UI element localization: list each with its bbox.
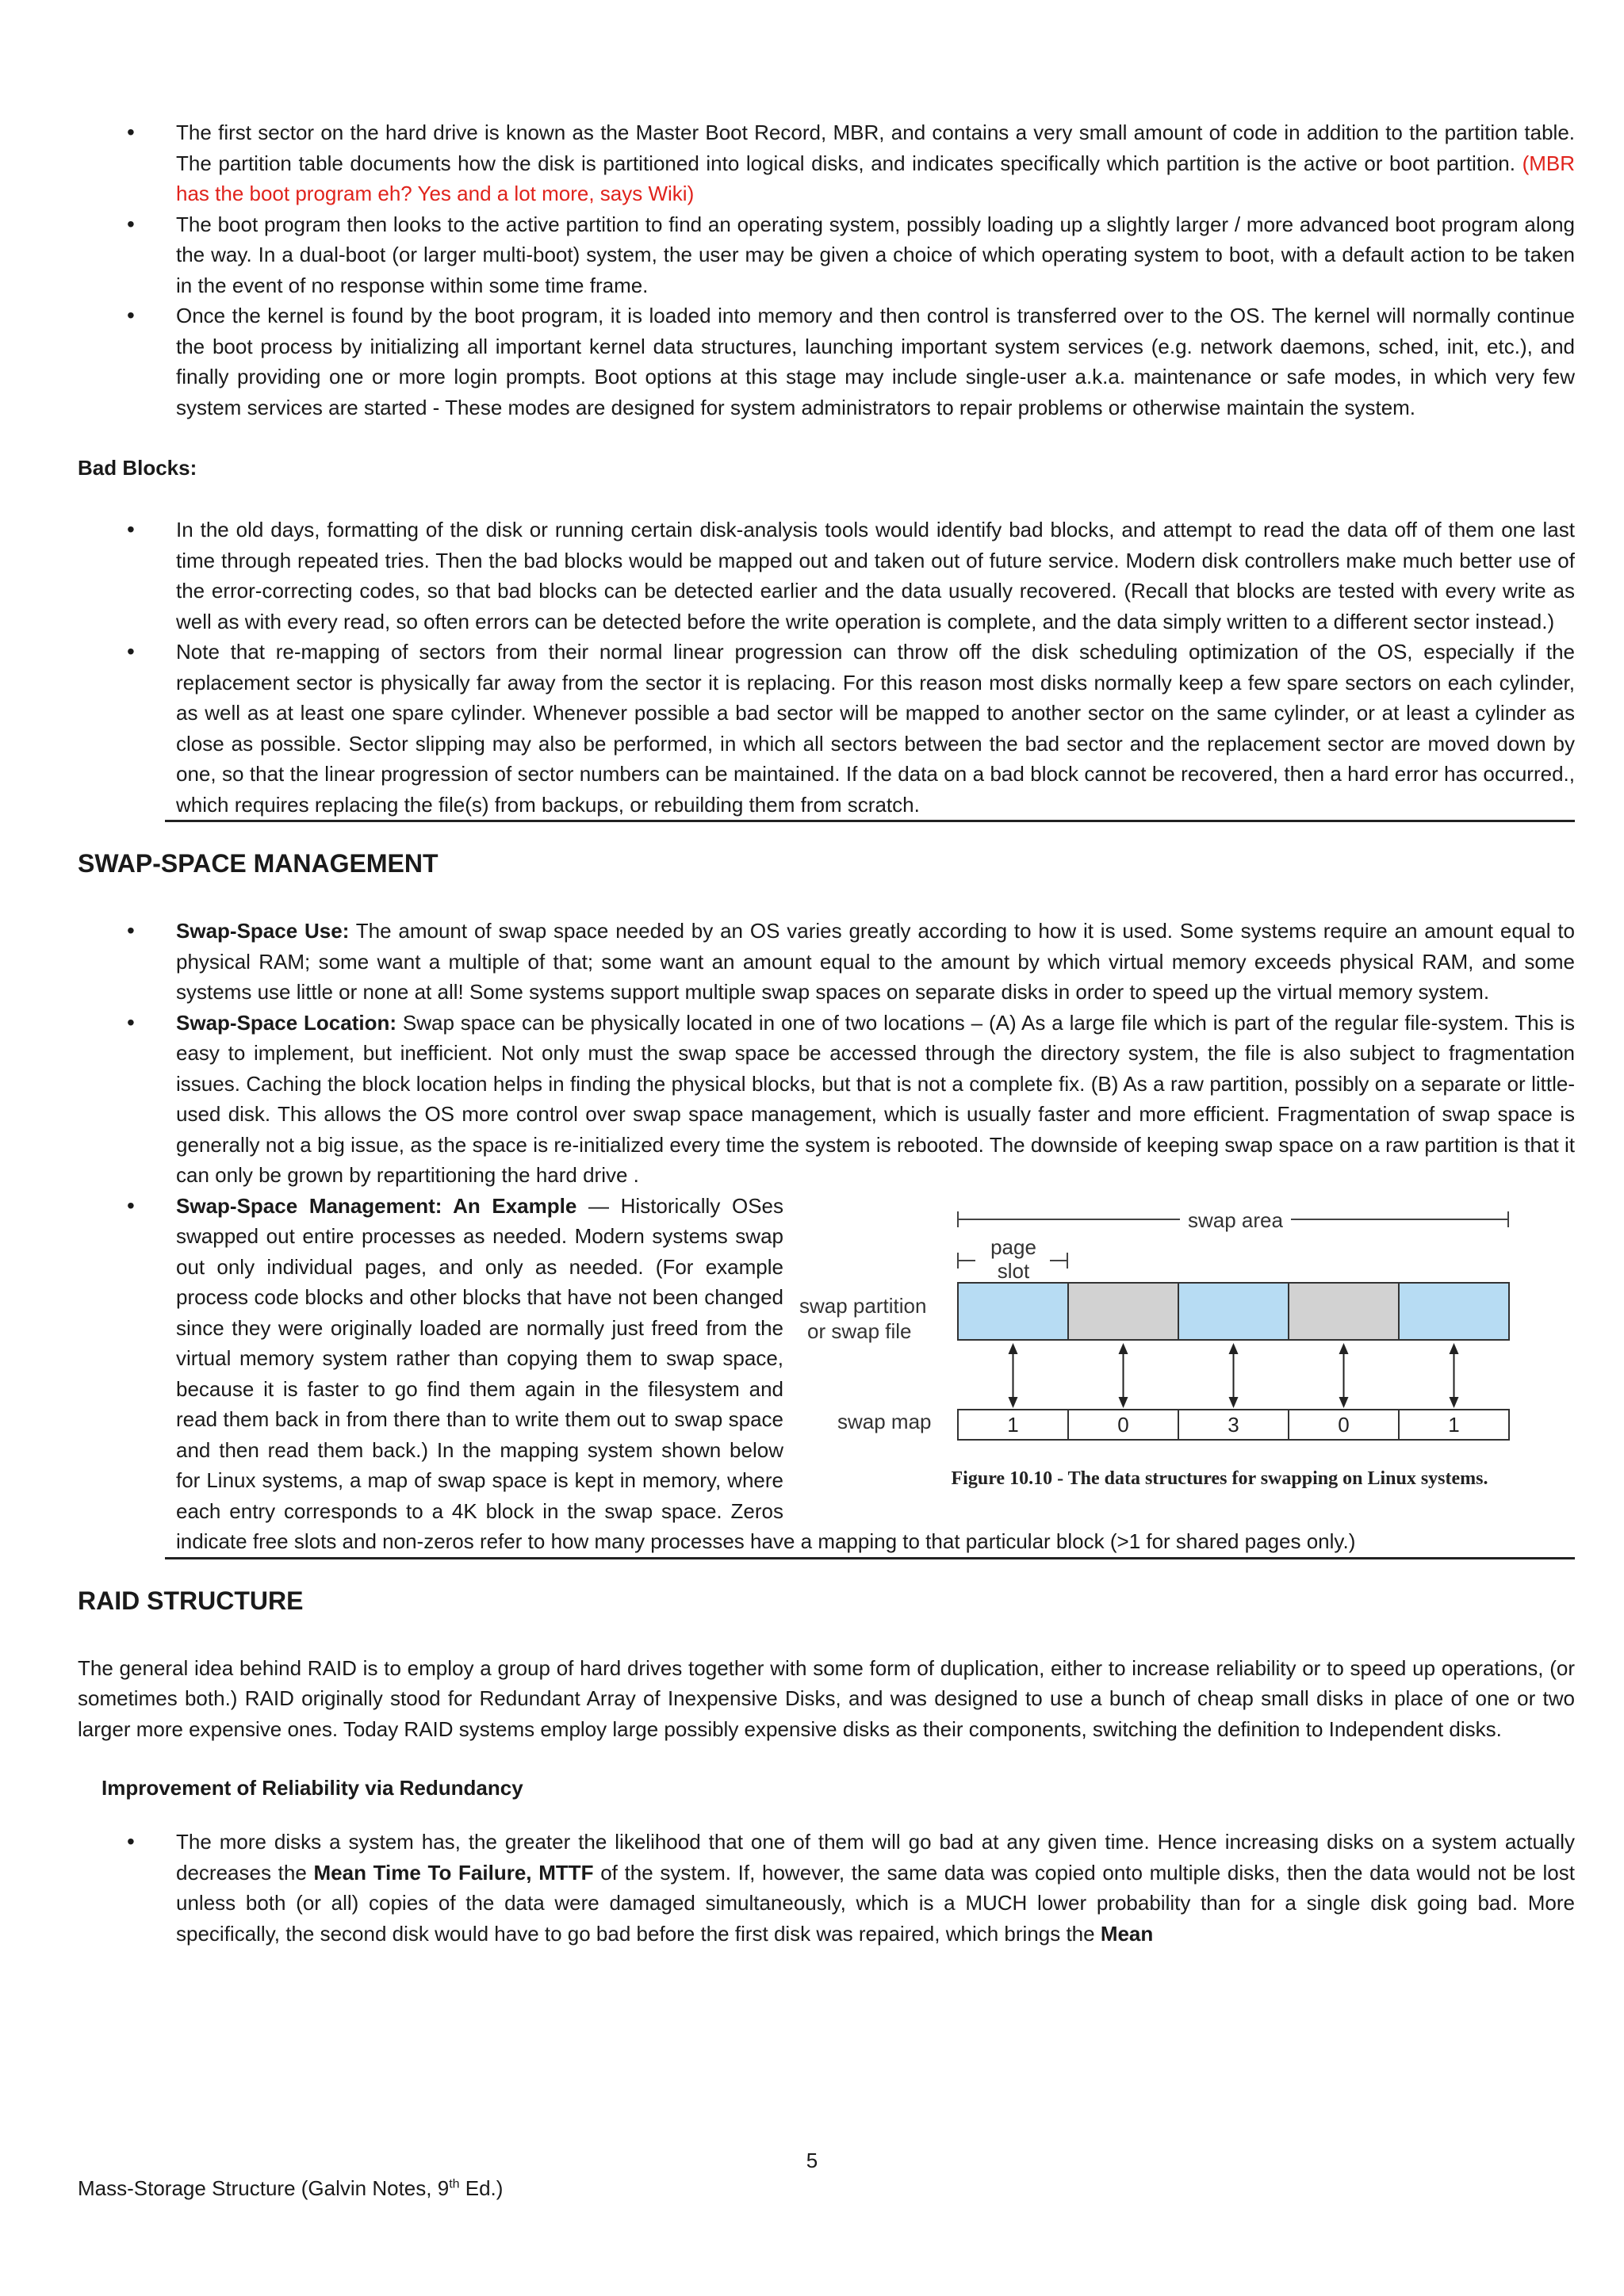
section-divider <box>165 1557 1575 1559</box>
swap-partition-label-2: or swap file <box>807 1318 912 1343</box>
arrowhead-down <box>1229 1397 1239 1408</box>
swap-partition-label-1: swap partition <box>799 1293 927 1318</box>
list-item: • The more disks a system has, the greater the likelihood that one of them will go bad at any given time. Hence increasing disks on a system actually decreases the Mean Time To Failure, MTTF of the system. If, however, the same data was copied onto multiple disks, then the data would not be lost unless both (or all) copies of the data were damaged simultaneously, which is a MUCH lower probability than for a single disk going bad. More specifically, the second disk would have to go bad before the first disk was repaired, which brings the Mean <box>78 1827 1575 1949</box>
page-slot-label-1: page <box>990 1234 1036 1259</box>
list-item: • In the old days, formatting of the disk or running certain disk-analysis tools would identify bad blocks, and attempt to read the data off of them one last time through repeated tries. Then the bad blocks would be mapped out and taken out of future service. Modern disk controllers make much better use of the error-correcting codes, so that bad blocks can be detected earlier and the data usually recovered. (Recall that blocks are tested with every write as well as with every read, so often errors can be detected before the write operation is complete, and the data simply written to a different sector instead.) <box>78 515 1575 637</box>
list-item: • The boot program then looks to the active partition to find an operating system, possibly loading up a slightly larger / more advanced boot program along the way. In a dual-boot (or larger multi-boot) system, the user may be given a choice of which operating system to boot, with a default action to be taken in the event of no response within some time frame. <box>78 209 1575 301</box>
swap-slots <box>958 1283 1509 1340</box>
list-item: • Swap-Space Use: The amount of swap space needed by an OS varies greatly according to how it is used. Some systems require an amount equal to physical RAM; some want a multiple of that; some want an amount equal to the amount by which virtual memory exceeds physical RAM, and some systems use little or none at all! Some systems support multiple swap spaces on separate disks in order to speed up the virtual memory system. <box>78 916 1575 1008</box>
swap-slot <box>1289 1283 1399 1340</box>
document-page <box>78 117 1575 1949</box>
arrowhead-up <box>1339 1343 1349 1354</box>
swap-map-value: 1 <box>1448 1412 1460 1437</box>
swap-map-value: 0 <box>1338 1412 1350 1437</box>
arrowhead-down <box>1009 1397 1018 1408</box>
swap-map-value: 0 <box>1117 1412 1129 1437</box>
arrowhead-up <box>1009 1343 1018 1354</box>
swap-slot <box>1068 1283 1178 1340</box>
swap-map-value: 1 <box>1007 1412 1019 1437</box>
swap-map-label: swap map <box>837 1409 932 1433</box>
raid-list <box>78 1827 1575 1949</box>
red-note: (MBR has the boot program eh? Yes and a lot more, says Wiki) <box>176 151 1575 205</box>
swap-slot <box>1178 1283 1289 1340</box>
arrowhead-down <box>1119 1397 1128 1408</box>
arrowhead-up <box>1229 1343 1239 1354</box>
arrowhead-up <box>1119 1343 1128 1354</box>
page-number: 5 <box>806 2149 818 2172</box>
swap-map-cells <box>958 1410 1509 1440</box>
arrowhead-down <box>1450 1397 1459 1408</box>
raid-intro: The general idea behind RAID is to employ a group of hard drives together with some form of duplication, either to increase reliability or to speed up operations, (or sometimes both.) RAID originally stood for Redundant Array of Inexpensive Disks, and was designed to use a bunch of cheap small disks in place of one or two larger more expensive ones. Today RAID systems employ large possibly expensive disks as their components, switching the definition to Independent disks. <box>78 1655 1575 1741</box>
list-item: • Once the kernel is found by the boot program, it is loaded into memory and then control is transferred over to the OS. The kernel will normally continue the boot process by initializing all important kernel data structures, launching important system services (e.g. network daemons, sched, init, etc.), and finally providing one or more login prompts. Boot options at this stage may include single-user a.k.a. maintenance or safe modes, in which very few system services are started - These modes are designed for system administrators to repair problems or otherwise maintain the system. <box>78 300 1575 423</box>
list-item: • The first sector on the hard drive is known as the Master Boot Record, MBR, and contains a very small amount of code in addition to the partition table. The partition table documents how the disk is partitioned into logical disks, and indicates specifically which partition is the active or boot partition. (MBR has the boot program eh? Yes and a lot more, says Wiki) <box>78 117 1575 209</box>
bad-blocks-heading: Bad Blocks: <box>78 456 197 480</box>
swap-diagram <box>799 1196 1584 1513</box>
list-item: • Swap-Space Location: Swap space can be physically located in one of two locations – (A) As a large file which is part of the regular file-system. This is easy to implement, but inefficient. Not only must the swap space be accessed through the directory system, the file is also subject to fragmentation issues. Caching the block location helps in finding the physical blocks, but that is not a complete fix. (B) As a raw partition, possibly on a separate or little-used disk. This allows the OS more control over swap space management, which is usually faster and more efficient. Fragmentation of swap space is generally not a big issue, as the space is re-initialized every time the system is rebooted. The downside of keeping swap space on a raw partition is that it can only be grown by repartitioning the hard drive . <box>78 1008 1575 1191</box>
swap-figure <box>799 1196 1584 1513</box>
swap-area-label: • swap area <box>1188 1207 1283 1232</box>
swap-heading: SWAP-SPACE MANAGEMENT <box>78 849 439 878</box>
swap-arrows <box>1009 1343 1459 1408</box>
bad-blocks-list <box>78 515 1575 820</box>
arrowhead-down <box>1339 1397 1349 1408</box>
section-divider <box>165 820 1575 822</box>
raid-heading: RAID STRUCTURE <box>78 1586 304 1615</box>
footer-title: Mass-Storage Structure (Galvin Notes, 9th Ed.) <box>78 2176 504 2200</box>
list-item: • Note that re-mapping of sectors from their normal linear progression can throw off the disk scheduling optimization of the OS, especially if the replacement sector is physically far away from the sector it is replacing. For this reason most disks normally keep a few spare sectors on each cylinder, as well as at least one spare cylinder. Whenever possible a bad sector will be mapped to another sector on the same cylinder, or at least a cylinder as close as possible. Sector slipping may also be performed, in which all sectors between the bad sector and the replacement sector are moved down by one, so that the linear progression of sector numbers can be maintained. If the data on a bad block cannot be recovered, then a hard error has occurred., which requires replacing the file(s) from backups, or rebuilding them from scratch. <box>78 637 1575 820</box>
list-item: • swap area page slot swap partition or swap file swap map 1 0 3 0 1 Figure 10.10 - The data structures for swapping on Linux systems. Swap-Space Management: An Example — Historically OSes swapped out entire processes as needed. Modern systems swap out only individual pages, and only as needed. (For example process code blocks and other blocks that have not been changed since they were originally loaded are normally just freed from the virtual memory system rather than copying them to swap space, because it is faster to go find them again in the filesystem and read them back in from there than to write them out to swap space and then read them back.) In the mapping system shown below for Linux systems, a map of swap space is kept in memory, where each entry corresponds to a 4K block in the swap space. Zeros indicate free slots and non-zeros refer to how many processes have a mapping to that particular block (>1 for shared pages only.) <box>78 1191 1575 1557</box>
boot-list <box>78 117 1575 423</box>
swap-slot <box>958 1283 1068 1340</box>
swap-slot <box>1399 1283 1509 1340</box>
reliability-heading: Improvement of Reliability via Redundancy <box>102 1776 523 1800</box>
swap-map-value: 3 <box>1228 1412 1239 1437</box>
page-slot-label-2: slot <box>997 1258 1030 1283</box>
arrowhead-up <box>1450 1343 1459 1354</box>
figure-caption: Figure 10.10 - The data structures for swapping on Linux systems. <box>951 1468 1488 1489</box>
swap-list <box>78 916 1575 1557</box>
